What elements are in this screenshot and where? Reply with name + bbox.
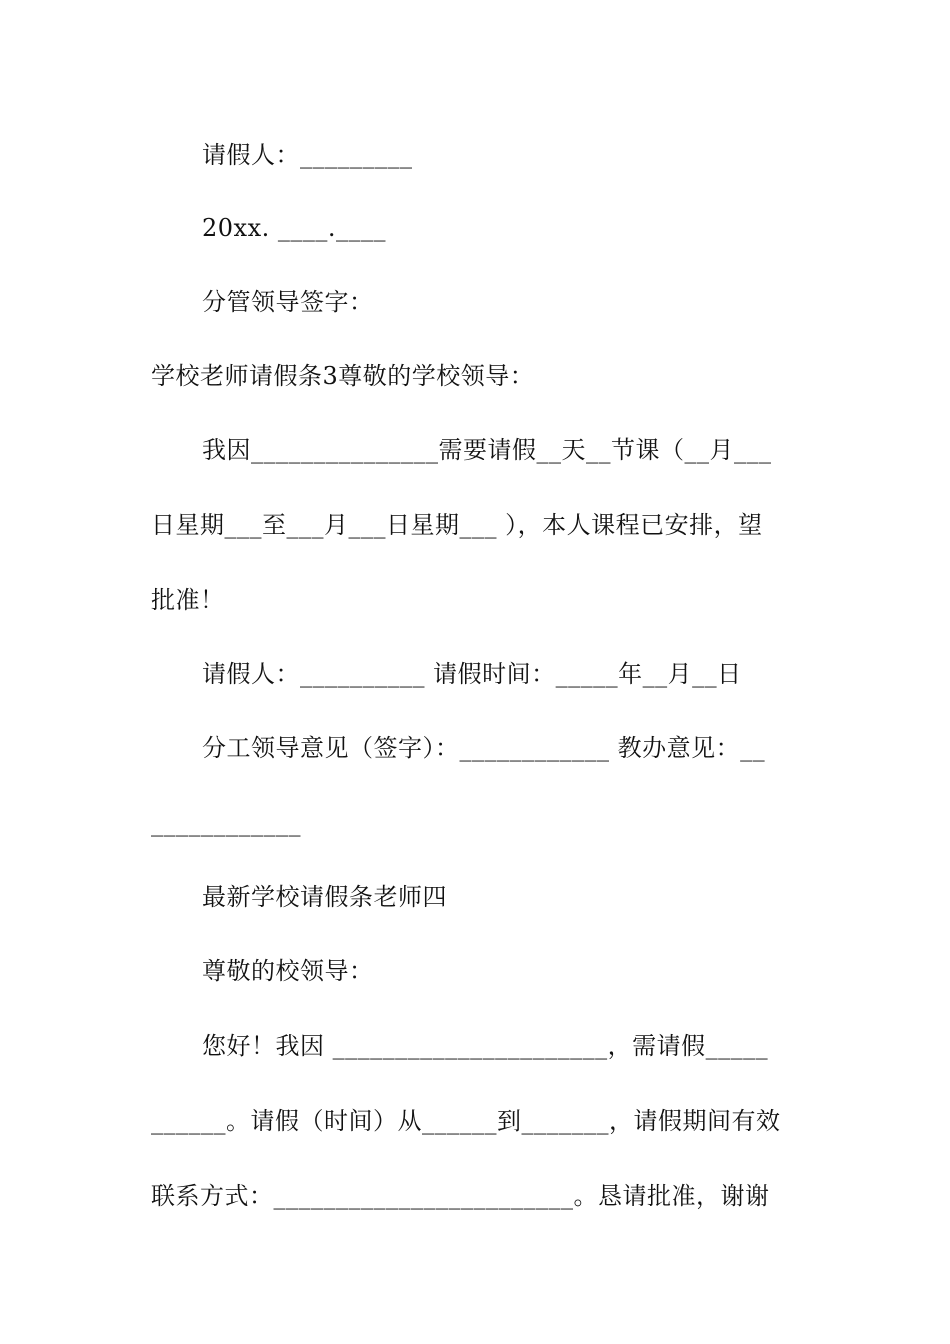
body-paragraph-line-1: 我因_______________需要请假__天__节课（__月___ bbox=[202, 436, 772, 464]
opinion-continuation-line: ____________ bbox=[151, 809, 301, 837]
letter-body-line-2: ______。请假（时间）从______到_______，请假期间有效 bbox=[151, 1107, 781, 1135]
salutation: 尊敬的校领导： bbox=[202, 957, 374, 985]
body-paragraph-line-3: 批准！ bbox=[151, 586, 225, 614]
letter-heading-3: 学校老师请假条3尊敬的学校领导： bbox=[151, 362, 535, 390]
section-title-4: 最新学校请假条老师四 bbox=[202, 883, 447, 911]
body-paragraph-line-2: 日星期___至___月___日星期___ ），本人课程已安排，望 bbox=[151, 511, 763, 539]
leader-opinion-line: 分工领导意见（签字）：____________ 教办意见：__ bbox=[202, 734, 766, 762]
supervisor-signature-line: 分管领导签字： bbox=[202, 288, 374, 316]
applicant-time-line: 请假人：__________ 请假时间：_____年__月__日 bbox=[202, 660, 742, 688]
applicant-line: 请假人：_________ bbox=[202, 141, 413, 169]
date-line: 20xx. ____.____ bbox=[202, 214, 386, 242]
letter-body-line-1: 您好！我因 ______________________，需请假_____ bbox=[202, 1032, 769, 1060]
letter-body-line-3: 联系方式：________________________。恳请批准，谢谢 bbox=[151, 1182, 770, 1210]
